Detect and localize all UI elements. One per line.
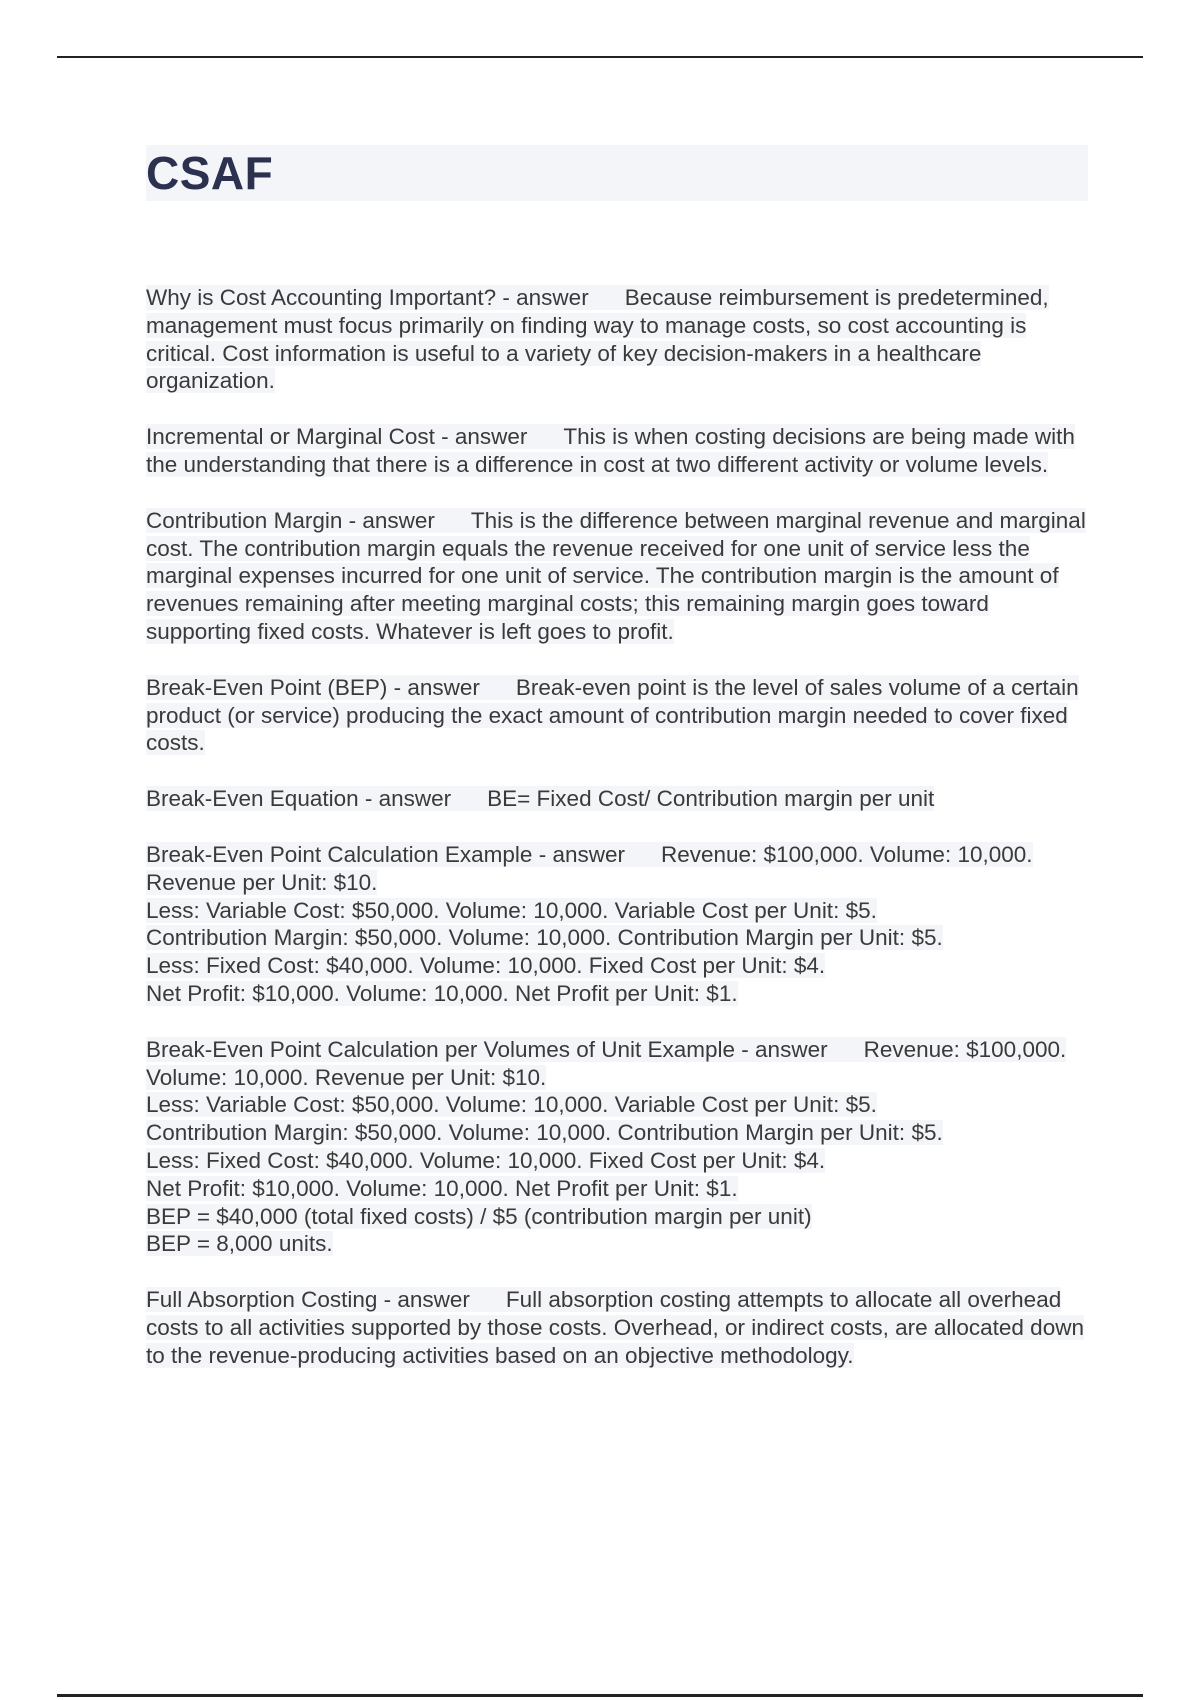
qa-answer: This is when costing decisions are being made with the understanding that there is a difference in cost at two different activity or volume levels. (146, 424, 1075, 477)
qa-answer: Full absorption costing attempts to allocate all overhead costs to all activities supported by those costs. Overhead, or indirect costs, are allocated down to the revenue-producing activities based on an objective methodology. (146, 1287, 1084, 1368)
qa-answer-line: Less: Variable Cost: $50,000. Volume: 10,000. Variable Cost per Unit: $5. (146, 1092, 877, 1118)
qa-entry (146, 284, 1086, 395)
qa-answer-line: BEP = $40,000 (total fixed costs) / $5 (contribution margin per unit) (146, 1203, 812, 1229)
document-title: CSAF (146, 147, 274, 199)
qa-answer-line: Net Profit: $10,000. Volume: 10,000. Net Profit per Unit: $1. (146, 980, 738, 1006)
qa-answer: Break-even point is the level of sales volume of a certain product (or service) producing the exact amount of contribution margin needed to cover fixed costs. (146, 674, 1079, 756)
qa-answer-line: Contribution Margin: $50,000. Volume: 10,000. Contribution Margin per Unit: $5. (146, 925, 943, 951)
qa-entry (146, 1036, 1086, 1258)
qa-answer: Revenue: $100,000. Volume: 10,000. Revenue per Unit: $10. (146, 841, 1033, 895)
qa-term: Break-Even Point (BEP) - answer (146, 674, 480, 700)
qa-entry (146, 1286, 1086, 1369)
qa-answer: Because reimbursement is predetermined, management must focus primarily on finding way to manage costs, so cost accounting is critical. Cost information is useful to a variety of key decision-makers in a healthcare organization. (146, 285, 1049, 394)
qa-answer-line: BEP = 8,000 units. (146, 1231, 333, 1257)
qa-term: Break-Even Equation - answer (146, 786, 452, 812)
qa-answer-line: Net Profit: $10,000. Volume: 10,000. Net Profit per Unit: $1. (146, 1175, 738, 1201)
qa-answer-line: Less: Fixed Cost: $40,000. Volume: 10,000. Fixed Cost per Unit: $4. (146, 1147, 826, 1173)
qa-entry (146, 841, 1086, 1008)
qa-term: Break-Even Point Calculation per Volumes of Unit Example - answer (146, 1036, 828, 1062)
qa-entry (146, 785, 1086, 813)
title-block (146, 145, 1088, 201)
qa-term: Break-Even Point Calculation Example - answer (146, 841, 625, 867)
qa-answer: Revenue: $100,000. Volume: 10,000. Revenue per Unit: $10. (146, 1036, 1067, 1090)
qa-answer: BE= Fixed Cost/ Contribution margin per unit (487, 786, 935, 812)
qa-answer-line: Less: Fixed Cost: $40,000. Volume: 10,000. Fixed Cost per Unit: $4. (146, 953, 826, 979)
qa-term: Full Absorption Costing - answer (146, 1287, 470, 1313)
qa-term: Contribution Margin - answer (146, 507, 435, 533)
qa-entry (146, 507, 1086, 646)
footer-rule (57, 1694, 1143, 1697)
qa-entry (146, 423, 1086, 479)
qa-answer-line: Less: Variable Cost: $50,000. Volume: 10,000. Variable Cost per Unit: $5. (146, 897, 877, 923)
qa-term: Incremental or Marginal Cost - answer (146, 424, 528, 450)
qa-term: Why is Cost Accounting Important? - answer (146, 285, 589, 310)
qa-entry (146, 674, 1086, 757)
qa-answer: This is the difference between marginal revenue and marginal cost. The contribution margin equals the revenue received for one unit of service less the marginal expenses incurred for one unit of service. The contribution margin is the amount of revenues remaining after meeting marginal costs; this remaining margin goes toward supporting fixed costs. Whatever is left goes to profit. (146, 507, 1086, 644)
qa-list (146, 284, 1086, 1398)
qa-answer-line: Contribution Margin: $50,000. Volume: 10,000. Contribution Margin per Unit: $5. (146, 1120, 943, 1146)
header-rule (57, 56, 1143, 58)
